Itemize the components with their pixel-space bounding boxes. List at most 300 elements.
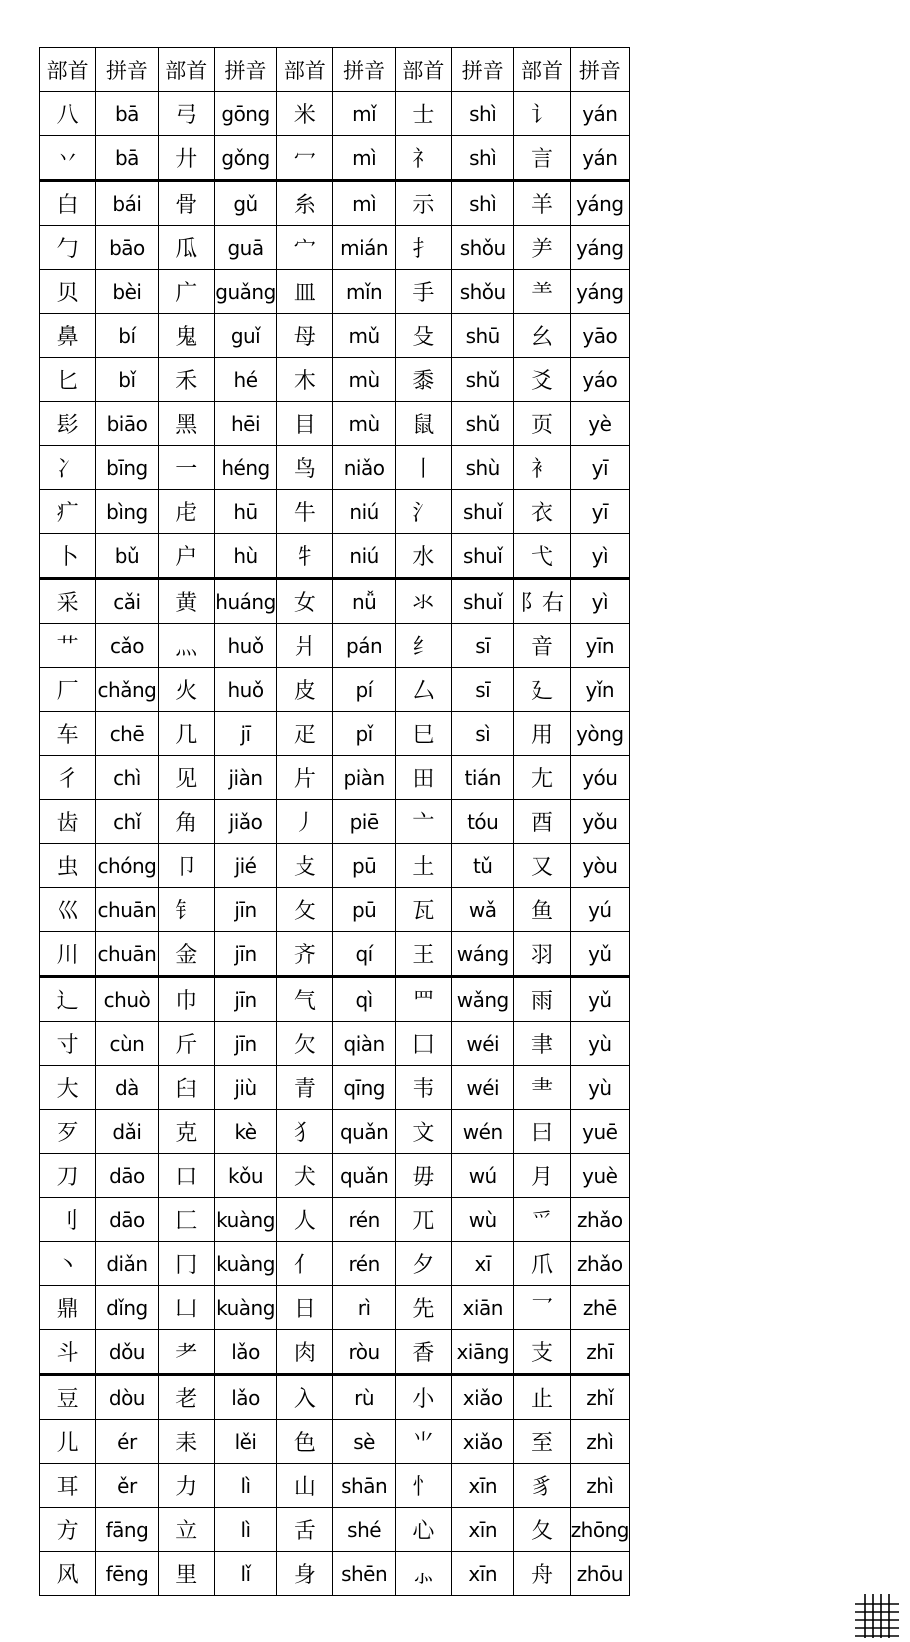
- radical-cell: 糸: [277, 181, 333, 226]
- radical-cell: 贝: [40, 270, 96, 314]
- pinyin-cell: qì: [333, 977, 395, 1022]
- pinyin-cell: sī: [452, 668, 514, 712]
- radical-cell: ⺶: [514, 226, 570, 270]
- pinyin-cell: xiǎo: [452, 1420, 514, 1464]
- table-row: [40, 1552, 630, 1596]
- pinyin-cell: kuàng: [214, 1242, 276, 1286]
- table-row: [40, 1198, 630, 1242]
- pinyin-cell: dāo: [96, 1198, 158, 1242]
- pinyin-cell: xīn: [452, 1508, 514, 1552]
- radical-cell: 日: [277, 1286, 333, 1330]
- radical-cell: 禾: [158, 358, 214, 402]
- pinyin-cell: yǒu: [570, 800, 629, 844]
- radical-cell: 瓦: [395, 888, 451, 932]
- pinyin-cell: shǔ: [452, 358, 514, 402]
- radical-cell: 鼻: [40, 314, 96, 358]
- pinyin-cell: wáng: [452, 932, 514, 977]
- radical-cell: 刂: [40, 1198, 96, 1242]
- radical-cell: 米: [277, 92, 333, 136]
- radical-cell: 牜: [277, 534, 333, 579]
- radical-cell: 士: [395, 92, 451, 136]
- radical-cell: 酉: [514, 800, 570, 844]
- pinyin-cell: quǎn: [333, 1154, 395, 1198]
- radical-cell: 亠: [395, 800, 451, 844]
- pinyin-cell: wú: [452, 1154, 514, 1198]
- radical-cell: 彳: [40, 756, 96, 800]
- radical-cell: 钅: [158, 888, 214, 932]
- radical-cell: 鼠: [395, 402, 451, 446]
- pinyin-cell: kuàng: [214, 1286, 276, 1330]
- pinyin-cell: tǔ: [452, 844, 514, 888]
- radical-cell: 王: [395, 932, 451, 977]
- table-body: [40, 92, 630, 1596]
- pinyin-cell: yán: [570, 92, 629, 136]
- pinyin-cell: shǒu: [452, 226, 514, 270]
- pinyin-cell: yè: [570, 402, 629, 446]
- pinyin-cell: ěr: [96, 1464, 158, 1508]
- pinyin-cell: yòu: [570, 844, 629, 888]
- pinyin-cell: sè: [333, 1420, 395, 1464]
- radical-cell: 夂: [514, 1508, 570, 1552]
- pinyin-cell: fēng: [96, 1552, 158, 1596]
- pinyin-cell: rén: [333, 1242, 395, 1286]
- radical-cell: 勹: [40, 226, 96, 270]
- radical-cell: 舌: [277, 1508, 333, 1552]
- table-row: [40, 1420, 630, 1464]
- radical-cell: 囗: [395, 1022, 451, 1066]
- radical-cell: 里: [158, 1552, 214, 1596]
- pinyin-cell: xī: [452, 1242, 514, 1286]
- radical-cell: 艹: [40, 624, 96, 668]
- radical-cell: 皮: [277, 668, 333, 712]
- radical-cell: 廴: [514, 668, 570, 712]
- pinyin-cell: kè: [214, 1110, 276, 1154]
- pinyin-cell: dòu: [96, 1375, 158, 1420]
- radical-cell: 凵: [158, 1286, 214, 1330]
- radical-cell: 见: [158, 756, 214, 800]
- pinyin-cell: shǒu: [452, 270, 514, 314]
- pinyin-cell: zhōu: [570, 1552, 629, 1596]
- pinyin-cell: jiù: [214, 1066, 276, 1110]
- pinyin-cell: sī: [452, 624, 514, 668]
- radical-cell: 羊: [514, 181, 570, 226]
- pinyin-cell: chǎng: [96, 668, 158, 712]
- pinyin-cell: biāo: [96, 402, 158, 446]
- pinyin-cell: gǒng: [214, 136, 276, 181]
- pinyin-cell: mǐn: [333, 270, 395, 314]
- radical-cell: 衣: [514, 490, 570, 534]
- pinyin-cell: bīng: [96, 446, 158, 490]
- pinyin-cell: yī: [570, 446, 629, 490]
- pinyin-cell: shuǐ: [452, 579, 514, 624]
- radical-cell: 攵: [277, 888, 333, 932]
- table-row: [40, 756, 630, 800]
- pinyin-cell: jīn: [214, 977, 276, 1022]
- pinyin-cell: chuān: [96, 888, 158, 932]
- radical-cell: 斤: [158, 1022, 214, 1066]
- radical-cell: 卜: [40, 534, 96, 579]
- radical-cell: 冖: [277, 136, 333, 181]
- radical-cell: 齐: [277, 932, 333, 977]
- radical-cell: 金: [158, 932, 214, 977]
- radical-cell: 丶: [40, 1242, 96, 1286]
- pinyin-cell: zhōng: [570, 1508, 629, 1552]
- radical-cell: 夕: [395, 1242, 451, 1286]
- radical-cell: 斗: [40, 1330, 96, 1375]
- radical-cell: 瓜: [158, 226, 214, 270]
- pinyin-cell: huáng: [214, 579, 276, 624]
- pinyin-cell: shì: [452, 136, 514, 181]
- header-pinyin: 拼音: [570, 48, 629, 92]
- radical-cell: 舟: [514, 1552, 570, 1596]
- pinyin-cell: dǐng: [96, 1286, 158, 1330]
- pinyin-cell: chuò: [96, 977, 158, 1022]
- pinyin-cell: hé: [214, 358, 276, 402]
- pinyin-cell: zhì: [570, 1420, 629, 1464]
- radical-cell: 韦: [395, 1066, 451, 1110]
- pinyin-cell: chì: [96, 756, 158, 800]
- radical-cell: 页: [514, 402, 570, 446]
- radical-cell: 巾: [158, 977, 214, 1022]
- radical-cell: 白: [40, 181, 96, 226]
- pinyin-cell: wǎ: [452, 888, 514, 932]
- radical-cell: 儿: [40, 1420, 96, 1464]
- radical-cell: 小: [395, 1375, 451, 1420]
- header-pinyin: 拼音: [214, 48, 276, 92]
- table-row: [40, 270, 630, 314]
- pinyin-cell: xīn: [452, 1464, 514, 1508]
- pinyin-cell: zhǐ: [570, 1375, 629, 1420]
- radical-cell: 立: [158, 1508, 214, 1552]
- pinyin-cell: chóng: [96, 844, 158, 888]
- pinyin-cell: cùn: [96, 1022, 158, 1066]
- table-row: [40, 358, 630, 402]
- radical-cell: 弓: [158, 92, 214, 136]
- pinyin-cell: yù: [570, 1066, 629, 1110]
- radical-cell: 言: [514, 136, 570, 181]
- radical-cell: 皿: [277, 270, 333, 314]
- pinyin-cell: jiǎo: [214, 800, 276, 844]
- radical-cell: 青: [277, 1066, 333, 1110]
- radical-cell: 尢: [514, 756, 570, 800]
- pinyin-cell: zhǎo: [570, 1242, 629, 1286]
- radical-cell: 人: [277, 1198, 333, 1242]
- radical-cell: 冂: [158, 1242, 214, 1286]
- pinyin-cell: rù: [333, 1375, 395, 1420]
- pinyin-cell: wén: [452, 1110, 514, 1154]
- radical-cell: 齿: [40, 800, 96, 844]
- radical-cell: 气: [277, 977, 333, 1022]
- pinyin-cell: shǔ: [452, 402, 514, 446]
- pinyin-cell: kǒu: [214, 1154, 276, 1198]
- radical-cell: 爪: [514, 1242, 570, 1286]
- radical-cell: 弋: [514, 534, 570, 579]
- table-row: [40, 1508, 630, 1552]
- radical-cell: 山: [277, 1464, 333, 1508]
- radical-cell: 示: [395, 181, 451, 226]
- radical-cell: 曰: [514, 1110, 570, 1154]
- table-row: [40, 844, 630, 888]
- radical-cell: 臼: [158, 1066, 214, 1110]
- radical-cell: 羽: [514, 932, 570, 977]
- table-row: [40, 226, 630, 270]
- header-radical: 部首: [395, 48, 451, 92]
- table-row: [40, 1286, 630, 1330]
- pinyin-cell: guǎng: [214, 270, 276, 314]
- pinyin-cell: lì: [214, 1464, 276, 1508]
- pinyin-cell: yuè: [570, 1154, 629, 1198]
- pinyin-cell: lì: [214, 1508, 276, 1552]
- radical-cell: 讠: [514, 92, 570, 136]
- table-row: [40, 1022, 630, 1066]
- pinyin-cell: jié: [214, 844, 276, 888]
- header-row: [40, 48, 630, 92]
- radical-cell: 车: [40, 712, 96, 756]
- pinyin-cell: dāo: [96, 1154, 158, 1198]
- radical-cell: 八: [40, 92, 96, 136]
- radical-cell: 罒: [395, 977, 451, 1022]
- pinyin-cell: gǔ: [214, 181, 276, 226]
- pinyin-cell: yáng: [570, 181, 629, 226]
- radical-table: [39, 47, 630, 1596]
- table-row: [40, 624, 630, 668]
- pinyin-cell: shé: [333, 1508, 395, 1552]
- table-row: [40, 1330, 630, 1375]
- pinyin-cell: wéi: [452, 1022, 514, 1066]
- pinyin-cell: shì: [452, 92, 514, 136]
- radical-cell: 心: [395, 1508, 451, 1552]
- pinyin-cell: pū: [333, 844, 395, 888]
- radical-cell: 母: [277, 314, 333, 358]
- pinyin-cell: mì: [333, 181, 395, 226]
- radical-cell: 厶: [395, 668, 451, 712]
- pinyin-cell: zhī: [570, 1330, 629, 1375]
- pinyin-cell: yuē: [570, 1110, 629, 1154]
- table-row: [40, 181, 630, 226]
- header-radical: 部首: [277, 48, 333, 92]
- pinyin-cell: gōng: [214, 92, 276, 136]
- pinyin-cell: xiāng: [452, 1330, 514, 1375]
- radical-cell: 宀: [277, 226, 333, 270]
- pinyin-cell: pán: [333, 624, 395, 668]
- pinyin-cell: rén: [333, 1198, 395, 1242]
- pinyin-cell: hù: [214, 534, 276, 579]
- pinyin-cell: qīng: [333, 1066, 395, 1110]
- table-row: [40, 932, 630, 977]
- pinyin-cell: cǎi: [96, 579, 158, 624]
- pinyin-cell: dǒu: [96, 1330, 158, 1375]
- radical-cell: 纟: [395, 624, 451, 668]
- table-row: [40, 402, 630, 446]
- radical-cell: 至: [514, 1420, 570, 1464]
- radical-cell: 扌: [395, 226, 451, 270]
- radical-cell: 髟: [40, 402, 96, 446]
- pinyin-cell: jiàn: [214, 756, 276, 800]
- radical-cell: 豆: [40, 1375, 96, 1420]
- radical-cell: 丨: [395, 446, 451, 490]
- pinyin-cell: hū: [214, 490, 276, 534]
- pinyin-cell: chuān: [96, 932, 158, 977]
- radical-cell: 耒: [158, 1420, 214, 1464]
- pinyin-cell: yāo: [570, 314, 629, 358]
- pinyin-cell: yǔ: [570, 932, 629, 977]
- radical-cell: 户: [158, 534, 214, 579]
- pinyin-cell: xiān: [452, 1286, 514, 1330]
- radical-cell: 文: [395, 1110, 451, 1154]
- radical-cell: 角: [158, 800, 214, 844]
- pinyin-cell: mián: [333, 226, 395, 270]
- pinyin-cell: niú: [333, 490, 395, 534]
- pinyin-cell: mù: [333, 358, 395, 402]
- radical-cell: 匚: [158, 1198, 214, 1242]
- table-row: [40, 1066, 630, 1110]
- table-row: [40, 977, 630, 1022]
- pinyin-cell: shuǐ: [452, 490, 514, 534]
- pinyin-cell: lǐ: [214, 1552, 276, 1596]
- pinyin-cell: fāng: [96, 1508, 158, 1552]
- radical-cell: 又: [514, 844, 570, 888]
- pinyin-cell: piē: [333, 800, 395, 844]
- radical-cell: 衤: [514, 446, 570, 490]
- radical-cell: 殳: [395, 314, 451, 358]
- radical-cell: 土: [395, 844, 451, 888]
- radical-cell: 牛: [277, 490, 333, 534]
- radical-cell: 克: [158, 1110, 214, 1154]
- radical-cell: 广: [158, 270, 214, 314]
- radical-cell: ⺗: [395, 1552, 451, 1596]
- radical-cell: 火: [158, 668, 214, 712]
- radical-cell: 身: [277, 1552, 333, 1596]
- radical-cell: 入: [277, 1375, 333, 1420]
- radical-cell: 亻: [277, 1242, 333, 1286]
- pinyin-cell: shù: [452, 446, 514, 490]
- radical-cell: 犭: [277, 1110, 333, 1154]
- pinyin-cell: jīn: [214, 888, 276, 932]
- radical-cell: 大: [40, 1066, 96, 1110]
- header-pinyin: 拼音: [452, 48, 514, 92]
- radical-cell: 止: [514, 1375, 570, 1420]
- radical-cell: 忄: [395, 1464, 451, 1508]
- pinyin-cell: yǐn: [570, 668, 629, 712]
- table-row: [40, 314, 630, 358]
- radical-cell: 卩: [158, 844, 214, 888]
- pinyin-cell: shān: [333, 1464, 395, 1508]
- radical-cell: 一: [158, 446, 214, 490]
- pinyin-cell: niǎo: [333, 446, 395, 490]
- pinyin-cell: héng: [214, 446, 276, 490]
- pinyin-cell: sì: [452, 712, 514, 756]
- radical-cell: 黍: [395, 358, 451, 402]
- pinyin-cell: huǒ: [214, 624, 276, 668]
- radical-cell: 兀: [395, 1198, 451, 1242]
- pinyin-cell: bǐ: [96, 358, 158, 402]
- table-row: [40, 800, 630, 844]
- radical-cell: ⺷: [514, 270, 570, 314]
- radical-cell: 耂: [158, 1330, 214, 1375]
- pinyin-cell: xiǎo: [452, 1375, 514, 1420]
- table-row: [40, 712, 630, 756]
- pinyin-cell: jī: [214, 712, 276, 756]
- header-radical: 部首: [40, 48, 96, 92]
- radical-cell: 川: [40, 932, 96, 977]
- pinyin-cell: pí: [333, 668, 395, 712]
- table-row: [40, 1464, 630, 1508]
- pinyin-cell: ròu: [333, 1330, 395, 1375]
- radical-cell: 毋: [395, 1154, 451, 1198]
- pinyin-cell: wéi: [452, 1066, 514, 1110]
- pinyin-cell: rì: [333, 1286, 395, 1330]
- header-pinyin: 拼音: [333, 48, 395, 92]
- radical-cell: 香: [395, 1330, 451, 1375]
- radical-cell: 氵: [395, 490, 451, 534]
- pinyin-cell: tóu: [452, 800, 514, 844]
- table-row: [40, 1375, 630, 1420]
- pinyin-cell: lǎo: [214, 1375, 276, 1420]
- header-radical: 部首: [514, 48, 570, 92]
- radical-cell: 鼎: [40, 1286, 96, 1330]
- header-radical: 部首: [158, 48, 214, 92]
- pinyin-cell: yì: [570, 534, 629, 579]
- pinyin-cell: qiàn: [333, 1022, 395, 1066]
- pinyin-cell: chǐ: [96, 800, 158, 844]
- pinyin-cell: zhǎo: [570, 1198, 629, 1242]
- radical-cell: 木: [277, 358, 333, 402]
- radical-cell: 黄: [158, 579, 214, 624]
- pinyin-cell: pū: [333, 888, 395, 932]
- table-row: [40, 1154, 630, 1198]
- header-pinyin: 拼音: [96, 48, 158, 92]
- pinyin-cell: guā: [214, 226, 276, 270]
- pinyin-cell: yī: [570, 490, 629, 534]
- pinyin-cell: wǎng: [452, 977, 514, 1022]
- pinyin-cell: yòng: [570, 712, 629, 756]
- radical-cell: 虫: [40, 844, 96, 888]
- radical-cell: 歹: [40, 1110, 96, 1154]
- pinyin-cell: bāo: [96, 226, 158, 270]
- table-row: [40, 888, 630, 932]
- radical-cell: 爻: [514, 358, 570, 402]
- radical-cell: 廾: [158, 136, 214, 181]
- radical-cell: 月: [514, 1154, 570, 1198]
- pinyin-cell: dǎi: [96, 1110, 158, 1154]
- pinyin-cell: hēi: [214, 402, 276, 446]
- pinyin-cell: bā: [96, 136, 158, 181]
- pinyin-cell: shì: [452, 181, 514, 226]
- pinyin-cell: wù: [452, 1198, 514, 1242]
- radical-cell: 刀: [40, 1154, 96, 1198]
- pinyin-cell: quǎn: [333, 1110, 395, 1154]
- pinyin-cell: yáo: [570, 358, 629, 402]
- radical-cell: 鬼: [158, 314, 214, 358]
- radical-cell: 犬: [277, 1154, 333, 1198]
- pinyin-cell: mù: [333, 402, 395, 446]
- pinyin-cell: mǔ: [333, 314, 395, 358]
- radical-cell: 冫: [40, 446, 96, 490]
- table-row: [40, 446, 630, 490]
- pinyin-cell: bèi: [96, 270, 158, 314]
- radical-cell: 骨: [158, 181, 214, 226]
- radical-cell: 力: [158, 1464, 214, 1508]
- pinyin-cell: jīn: [214, 932, 276, 977]
- radical-cell: 疒: [40, 490, 96, 534]
- pinyin-cell: kuàng: [214, 1198, 276, 1242]
- pinyin-cell: jīn: [214, 1022, 276, 1066]
- pinyin-cell: yú: [570, 888, 629, 932]
- radical-cell: 黑: [158, 402, 214, 446]
- radical-cell: 老: [158, 1375, 214, 1420]
- radical-cell: 聿: [514, 1022, 570, 1066]
- radical-cell: ⺻: [514, 1066, 570, 1110]
